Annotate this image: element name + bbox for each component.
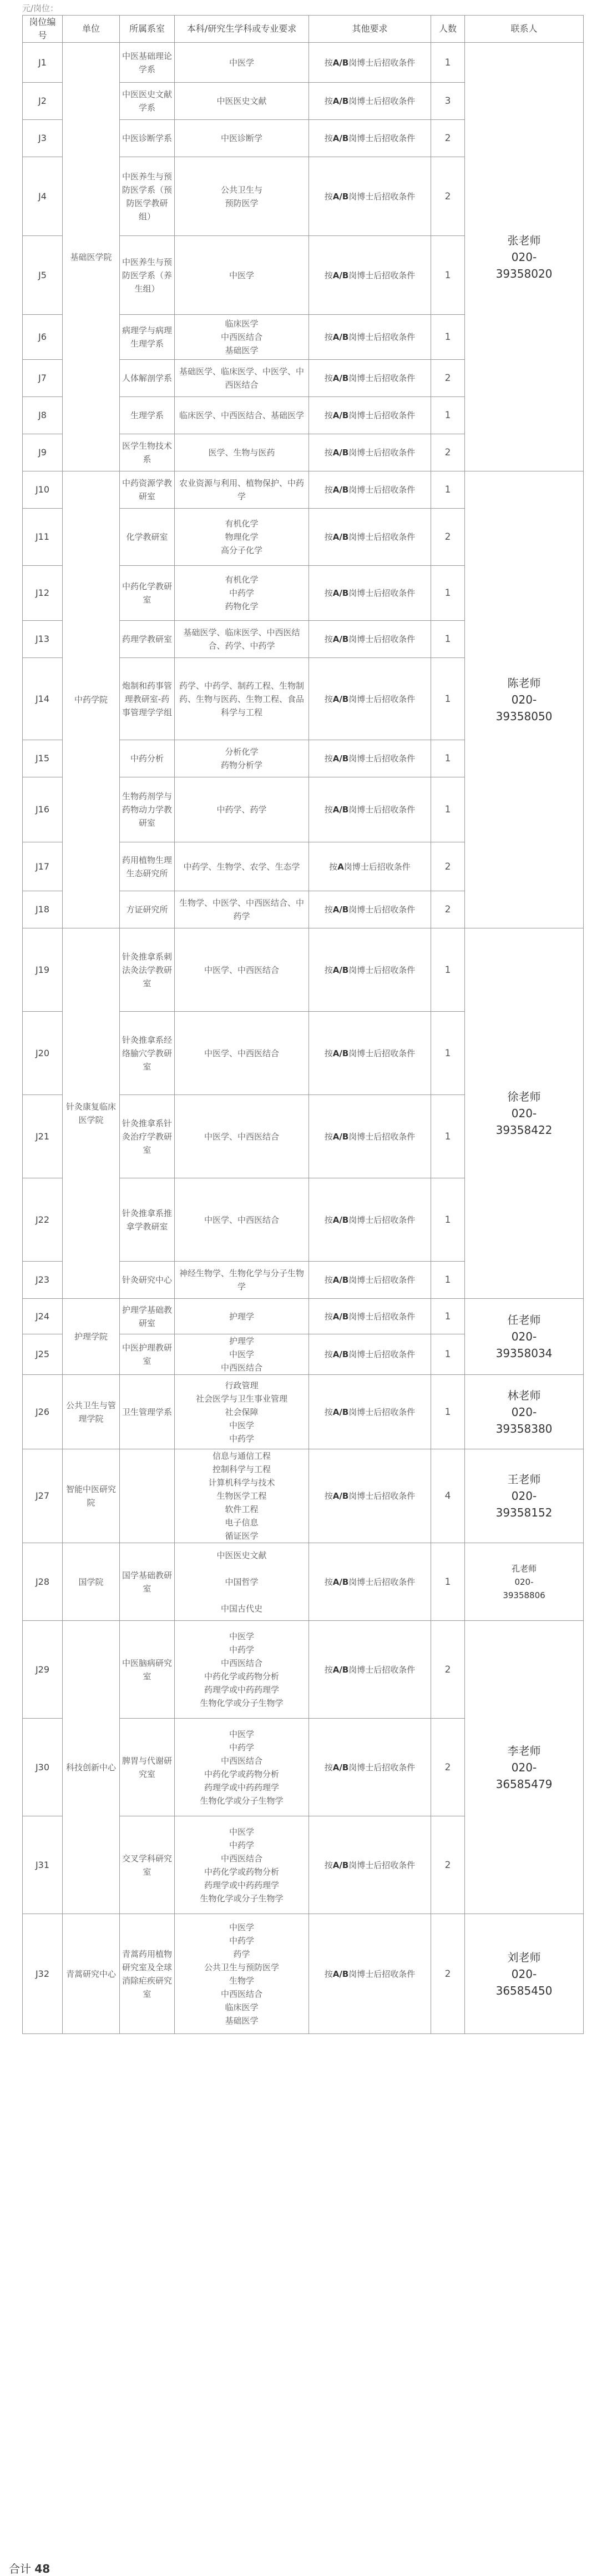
other-requirement-cell: 按A/B岗博士后招收条件 — [309, 928, 431, 1012]
headcount-cell: 1 — [431, 1543, 465, 1621]
headcount-cell: 4 — [431, 1449, 465, 1543]
post-type-emphasis: A/B — [332, 373, 349, 383]
headcount-cell: 1 — [431, 1012, 465, 1095]
department-cell: 卫生管理学系 — [120, 1375, 175, 1449]
major-requirement-cell: 行政管理 社会医学与卫生事业管理 社会保障 中医学 中药学 — [175, 1375, 309, 1449]
contact-cell: 李老师 020- 36585479 — [465, 1621, 584, 1914]
position-id-cell: J32 — [23, 1914, 63, 2034]
other-requirement-cell: 按A/B岗博士后招收条件 — [309, 360, 431, 397]
position-id-cell: J11 — [23, 509, 63, 566]
other-requirement-cell: 按A/B岗博士后招收条件 — [309, 658, 431, 740]
major-requirement-cell: 临床医学、中西医结合、基础医学 — [175, 397, 309, 434]
post-type-emphasis: A/B — [332, 1860, 349, 1870]
major-requirement-cell: 基础医学、临床医学、中西医结合、药学、中药学 — [175, 621, 309, 658]
major-requirement-cell: 中医学、中西医结合 — [175, 1178, 309, 1262]
headcount-cell: 2 — [431, 120, 465, 157]
other-requirement-cell: 按A岗博士后招收条件 — [309, 842, 431, 891]
other-requirement-cell: 按A/B岗博士后招收条件 — [309, 157, 431, 236]
unit-cell: 基础医学院 — [63, 43, 120, 471]
other-requirement-cell: 按A/B岗博士后招收条件 — [309, 120, 431, 157]
department-cell: 中药分析 — [120, 740, 175, 777]
position-id-cell: J22 — [23, 1178, 63, 1262]
department-cell: 化学教研室 — [120, 509, 175, 566]
position-id-cell: J27 — [23, 1449, 63, 1543]
other-requirement-cell: 按A/B岗博士后招收条件 — [309, 1543, 431, 1621]
major-requirement-cell: 神经生物学、生物化学与分子生物学 — [175, 1262, 309, 1299]
unit-cell: 科技创新中心 — [63, 1621, 120, 1914]
position-id-cell: J30 — [23, 1719, 63, 1816]
table-row — [23, 1299, 584, 1334]
post-type-emphasis: A/B — [332, 1214, 349, 1225]
contact-cell: 林老师 020- 39358380 — [465, 1375, 584, 1449]
position-id-cell: J5 — [23, 236, 63, 315]
position-id-cell: J7 — [23, 360, 63, 397]
department-cell: 青蒿药用植物研究室及全球消除疟疾研究室 — [120, 1914, 175, 2034]
major-requirement-cell: 中医医史文献 — [175, 83, 309, 120]
post-type-emphasis: A/B — [332, 133, 349, 143]
other-requirement-cell: 按A/B岗博士后招收条件 — [309, 434, 431, 471]
headcount-cell: 2 — [431, 360, 465, 397]
major-requirement-cell: 中药学、药学 — [175, 777, 309, 842]
other-requirement-cell: 按A/B岗博士后招收条件 — [309, 471, 431, 509]
major-requirement-cell: 公共卫生与 预防医学 — [175, 157, 309, 236]
post-type-emphasis: A/B — [332, 1275, 349, 1285]
position-id-cell: J15 — [23, 740, 63, 777]
position-id-cell: J16 — [23, 777, 63, 842]
post-type-emphasis: A/B — [332, 1311, 349, 1322]
header-department: 所属系室 — [120, 16, 175, 43]
headcount-cell: 2 — [431, 842, 465, 891]
contact-cell: 陈老师 020- 39358050 — [465, 471, 584, 928]
total-label: 合计 — [9, 2562, 31, 2575]
major-requirement-cell: 医学、生物与医药 — [175, 434, 309, 471]
headcount-cell: 1 — [431, 928, 465, 1012]
position-id-cell: J25 — [23, 1334, 63, 1375]
post-type-emphasis: A/B — [332, 1407, 349, 1417]
post-type-emphasis: A/B — [332, 448, 349, 458]
post-type-emphasis: A/B — [332, 57, 349, 68]
post-type-emphasis: A/B — [332, 1664, 349, 1675]
post-type-emphasis: A/B — [332, 485, 349, 495]
department-cell — [120, 1449, 175, 1543]
department-cell: 中医脑病研究室 — [120, 1621, 175, 1719]
headcount-cell: 1 — [431, 471, 465, 509]
major-requirement-cell: 护理学 — [175, 1299, 309, 1334]
department-cell: 中医医史文献学系 — [120, 83, 175, 120]
post-type-emphasis: A — [337, 861, 344, 872]
major-requirement-cell: 护理学 中医学 中西医结合 — [175, 1334, 309, 1375]
position-id-cell: J17 — [23, 842, 63, 891]
headcount-cell: 1 — [431, 1299, 465, 1334]
department-cell: 针灸推拿系刺法灸法学教研室 — [120, 928, 175, 1012]
department-cell: 针灸推拿系针灸治疗学教研室 — [120, 1095, 175, 1178]
contact-cell: 张老师 020- 39358020 — [465, 43, 584, 471]
unit-cell: 护理学院 — [63, 1299, 120, 1375]
major-requirement-cell: 中医医史文献 中国哲学 中国古代史 — [175, 1543, 309, 1621]
header-other-requirement: 其他要求 — [309, 16, 431, 43]
department-cell: 中医养生与预防医学系（预防医学教研组） — [120, 157, 175, 236]
department-cell: 炮制和药事管理教研室-药事管理学学组 — [120, 658, 175, 740]
table-row — [23, 1621, 584, 1719]
contact-cell: 王老师 020- 39358152 — [465, 1449, 584, 1543]
positions-table — [22, 15, 584, 2034]
major-requirement-cell: 中药学、生物学、农学、生态学 — [175, 842, 309, 891]
contact-cell: 任老师 020- 39358034 — [465, 1299, 584, 1375]
post-type-emphasis: A/B — [332, 754, 349, 764]
headcount-cell: 1 — [431, 566, 465, 621]
post-type-emphasis: A/B — [332, 1349, 349, 1359]
post-type-emphasis: A/B — [332, 634, 349, 644]
major-requirement-cell: 中医学 中药学 中西医结合 中药化学或药物分析 药理学或中药药理学 生物化学或分子生物学 — [175, 1621, 309, 1719]
headcount-cell: 2 — [431, 1914, 465, 2034]
major-requirement-cell: 中医学 — [175, 236, 309, 315]
position-id-cell: J9 — [23, 434, 63, 471]
major-requirement-cell: 中医学 中药学 中西医结合 中药化学或药物分析 药理学或中药药理学 生物化学或分子生物学 — [175, 1719, 309, 1816]
position-id-cell: J20 — [23, 1012, 63, 1095]
unit-cell: 青蒿研究中心 — [63, 1914, 120, 2034]
headcount-cell: 1 — [431, 621, 465, 658]
headcount-cell: 1 — [431, 740, 465, 777]
department-cell: 交叉学科研究室 — [120, 1816, 175, 1914]
position-id-cell: J8 — [23, 397, 63, 434]
position-id-cell: J23 — [23, 1262, 63, 1299]
position-id-cell: J12 — [23, 566, 63, 621]
position-id-cell: J28 — [23, 1543, 63, 1621]
position-id-cell: J19 — [23, 928, 63, 1012]
position-id-cell: J4 — [23, 157, 63, 236]
unit-cell: 智能中医研究院 — [63, 1449, 120, 1543]
other-requirement-cell: 按A/B岗博士后招收条件 — [309, 43, 431, 83]
other-requirement-cell: 按A/B岗博士后招收条件 — [309, 1095, 431, 1178]
department-cell: 中药化学教研室 — [120, 566, 175, 621]
other-requirement-cell: 按A/B岗博士后招收条件 — [309, 1012, 431, 1095]
department-cell: 方证研究所 — [120, 891, 175, 928]
unit-cell: 中药学院 — [63, 471, 120, 928]
department-cell: 生物药剂学与药物动力学教研室 — [120, 777, 175, 842]
department-cell: 中医诊断学系 — [120, 120, 175, 157]
headcount-cell: 1 — [431, 1178, 465, 1262]
headcount-cell: 2 — [431, 891, 465, 928]
major-requirement-cell: 中医学、中西医结合 — [175, 1095, 309, 1178]
total-line — [9, 2560, 50, 2576]
other-requirement-cell: 按A/B岗博士后招收条件 — [309, 509, 431, 566]
major-requirement-cell: 药学、中药学、制药工程、生物制药、生物与医药、生物工程、食品科学与工程 — [175, 658, 309, 740]
headcount-cell: 3 — [431, 83, 465, 120]
post-type-emphasis: A/B — [332, 805, 349, 815]
major-requirement-cell: 中医学 — [175, 43, 309, 83]
table-row — [23, 928, 584, 1012]
headcount-cell: 1 — [431, 1095, 465, 1178]
other-requirement-cell: 按A/B岗博士后招收条件 — [309, 621, 431, 658]
department-cell: 护理学基础教研室 — [120, 1299, 175, 1334]
major-requirement-cell: 农业资源与利用、植物保护、中药学 — [175, 471, 309, 509]
contact-cell: 刘老师 020- 36585450 — [465, 1914, 584, 2034]
major-requirement-cell: 有机化学 物理化学 高分子化学 — [175, 509, 309, 566]
major-requirement-cell: 信息与通信工程 控制科学与工程 计算机科学与技术 生物医学工程 软件工程 电子信息 循证医学 — [175, 1449, 309, 1543]
department-cell: 国学基础教研室 — [120, 1543, 175, 1621]
headcount-cell: 1 — [431, 397, 465, 434]
position-id-cell: J10 — [23, 471, 63, 509]
other-requirement-cell: 按A/B岗博士后招收条件 — [309, 1449, 431, 1543]
headcount-cell: 2 — [431, 434, 465, 471]
contact-cell: 徐老师 020- 39358422 — [465, 928, 584, 1299]
post-type-emphasis: A/B — [332, 96, 349, 106]
headcount-cell: 1 — [431, 1375, 465, 1449]
major-requirement-cell: 有机化学 中药学 药物化学 — [175, 566, 309, 621]
headcount-cell: 2 — [431, 1816, 465, 1914]
headcount-cell: 1 — [431, 236, 465, 315]
other-requirement-cell: 按A/B岗博士后招收条件 — [309, 1719, 431, 1816]
position-id-cell: J26 — [23, 1375, 63, 1449]
table-row — [23, 471, 584, 509]
header-headcount: 人数 — [431, 16, 465, 43]
contact-cell: 孔老师 020- 39358806 — [465, 1543, 584, 1621]
table-row — [23, 43, 584, 83]
table-row — [23, 1449, 584, 1543]
position-id-cell: J6 — [23, 315, 63, 360]
post-type-emphasis: A/B — [332, 270, 349, 280]
headcount-cell: 2 — [431, 1621, 465, 1719]
position-id-cell: J14 — [23, 658, 63, 740]
position-id-cell: J24 — [23, 1299, 63, 1334]
major-requirement-cell: 中医学 中药学 药学 公共卫生与预防医学 生物学 中西医结合 临床医学 基础医学 — [175, 1914, 309, 2034]
department-cell: 中医养生与预防医学系（养生组） — [120, 236, 175, 315]
header-contact: 联系人 — [465, 16, 584, 43]
other-requirement-cell: 按A/B岗博士后招收条件 — [309, 1334, 431, 1375]
other-requirement-cell: 按A/B岗博士后招收条件 — [309, 566, 431, 621]
post-type-emphasis: A/B — [332, 332, 349, 342]
table-row — [23, 1543, 584, 1621]
major-requirement-cell: 中医学、中西医结合 — [175, 1012, 309, 1095]
post-type-emphasis: A/B — [332, 1491, 349, 1501]
other-requirement-cell: 按A/B岗博士后招收条件 — [309, 891, 431, 928]
other-requirement-cell: 按A/B岗博士后招收条件 — [309, 1375, 431, 1449]
other-requirement-cell: 按A/B岗博士后招收条件 — [309, 1914, 431, 2034]
other-requirement-cell: 按A/B岗博士后招收条件 — [309, 1816, 431, 1914]
post-type-emphasis: A/B — [332, 588, 349, 598]
department-cell: 针灸研究中心 — [120, 1262, 175, 1299]
unit-cell: 国学院 — [63, 1543, 120, 1621]
headcount-cell: 1 — [431, 315, 465, 360]
position-id-cell: J13 — [23, 621, 63, 658]
table-row — [23, 1914, 584, 2034]
post-type-emphasis: A/B — [332, 905, 349, 915]
other-requirement-cell: 按A/B岗博士后招收条件 — [309, 1262, 431, 1299]
major-requirement-cell: 中医学 中药学 中西医结合 中药化学或药物分析 药理学或中药药理学 生物化学或分子生物学 — [175, 1816, 309, 1914]
major-requirement-cell: 生物学、中医学、中西医结合、中药学 — [175, 891, 309, 928]
department-cell: 针灸推拿系经络腧穴学教研室 — [120, 1012, 175, 1095]
header-major-requirement: 本科/研究生学科或专业要求 — [175, 16, 309, 43]
department-cell: 人体解剖学系 — [120, 360, 175, 397]
department-cell: 中医护理教研室 — [120, 1334, 175, 1375]
headcount-cell: 1 — [431, 43, 465, 83]
department-cell: 医学生物技术系 — [120, 434, 175, 471]
major-requirement-cell: 分析化学 药物分析学 — [175, 740, 309, 777]
position-id-cell: J18 — [23, 891, 63, 928]
post-type-emphasis: A/B — [332, 1576, 349, 1587]
table-body — [23, 43, 584, 2034]
position-id-cell: J1 — [23, 43, 63, 83]
department-cell: 生理学系 — [120, 397, 175, 434]
position-id-cell: J29 — [23, 1621, 63, 1719]
department-cell: 药理学教研室 — [120, 621, 175, 658]
major-requirement-cell: 基础医学、临床医学、中医学、中西医结合 — [175, 360, 309, 397]
major-requirement-cell: 临床医学 中西医结合 基础医学 — [175, 315, 309, 360]
post-type-emphasis: A/B — [332, 191, 349, 202]
headcount-cell: 1 — [431, 1262, 465, 1299]
department-cell: 药用植物生理生态研究所 — [120, 842, 175, 891]
other-requirement-cell: 按A/B岗博士后招收条件 — [309, 740, 431, 777]
other-requirement-cell: 按A/B岗博士后招收条件 — [309, 315, 431, 360]
unit-cell: 针灸康复临床医学院 — [63, 928, 120, 1299]
department-cell: 病理学与病理生理学系 — [120, 315, 175, 360]
headcount-cell: 2 — [431, 157, 465, 236]
post-type-emphasis: A/B — [332, 410, 349, 420]
other-requirement-cell: 按A/B岗博士后招收条件 — [309, 1299, 431, 1334]
top-note: 元/岗位： — [22, 3, 59, 13]
post-type-emphasis: A/B — [332, 532, 349, 542]
header-position-id: 岗位编号 — [23, 16, 63, 43]
department-cell: 中药资源学教研室 — [120, 471, 175, 509]
major-requirement-cell: 中医诊断学 — [175, 120, 309, 157]
position-id-cell: J3 — [23, 120, 63, 157]
post-type-emphasis: A/B — [332, 1969, 349, 1979]
position-id-cell: J21 — [23, 1095, 63, 1178]
other-requirement-cell: 按A/B岗博士后招收条件 — [309, 777, 431, 842]
post-type-emphasis: A/B — [332, 1762, 349, 1772]
post-type-emphasis: A/B — [332, 1048, 349, 1058]
position-id-cell: J2 — [23, 83, 63, 120]
headcount-cell: 2 — [431, 1719, 465, 1816]
headcount-cell: 1 — [431, 658, 465, 740]
department-cell: 针灸推拿系推拿学教研室 — [120, 1178, 175, 1262]
other-requirement-cell: 按A/B岗博士后招收条件 — [309, 397, 431, 434]
department-cell: 中医基础理论学系 — [120, 43, 175, 83]
headcount-cell: 2 — [431, 509, 465, 566]
position-id-cell: J31 — [23, 1816, 63, 1914]
post-type-emphasis: A/B — [332, 965, 349, 975]
department-cell: 脾胃与代谢研究室 — [120, 1719, 175, 1816]
major-requirement-cell: 中医学、中西医结合 — [175, 928, 309, 1012]
unit-cell: 公共卫生与管理学院 — [63, 1375, 120, 1449]
post-type-emphasis: A/B — [332, 1131, 349, 1142]
header-unit: 单位 — [63, 16, 120, 43]
post-type-emphasis: A/B — [332, 694, 349, 704]
other-requirement-cell: 按A/B岗博士后招收条件 — [309, 83, 431, 120]
table-header-row — [23, 16, 584, 43]
table-row — [23, 1375, 584, 1449]
total-value: 48 — [34, 2562, 50, 2575]
other-requirement-cell: 按A/B岗博士后招收条件 — [309, 236, 431, 315]
headcount-cell: 1 — [431, 777, 465, 842]
other-requirement-cell: 按A/B岗博士后招收条件 — [309, 1178, 431, 1262]
headcount-cell: 1 — [431, 1334, 465, 1375]
other-requirement-cell: 按A/B岗博士后招收条件 — [309, 1621, 431, 1719]
